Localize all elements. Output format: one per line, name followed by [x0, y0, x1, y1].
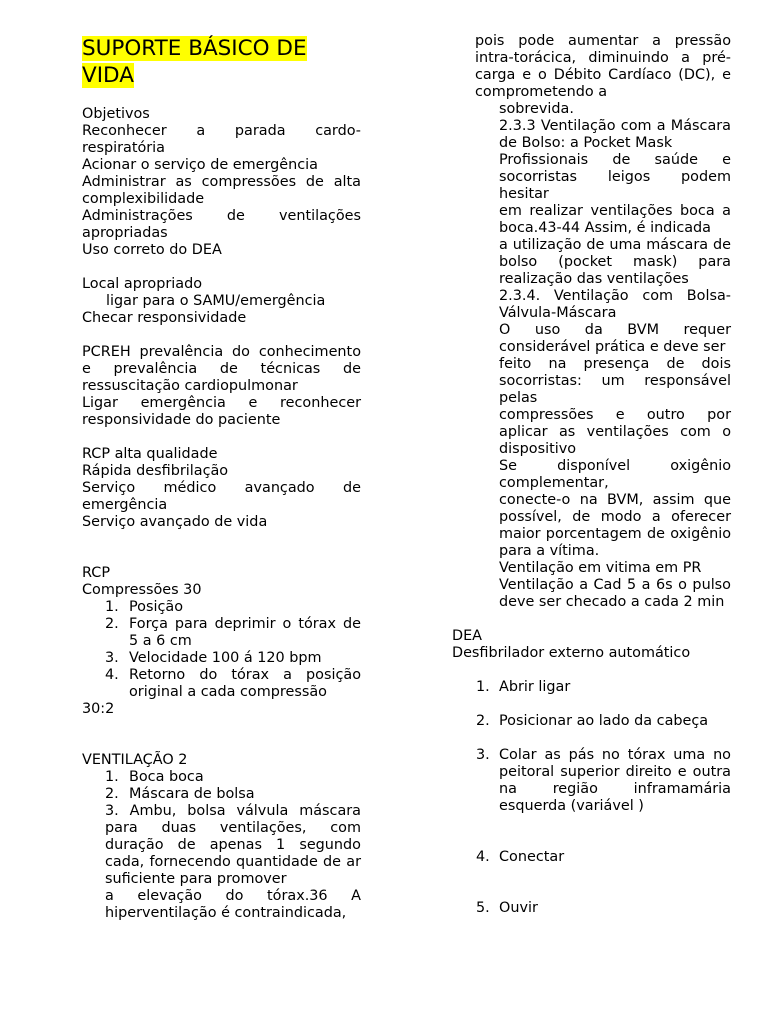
section-2-3-4-heading: 2.3.4. Ventilação com Bolsa-Válvula-Máscara [499, 288, 731, 321]
bvm-paragraph: feito na presença de dois socorristas: um responsável pelas [499, 356, 731, 406]
list-item: 4. Retorno do tórax a posição original a cada compressão [105, 667, 361, 700]
checar-line: Checar responsividade [82, 310, 247, 326]
list-item: 4. Conectar [476, 849, 565, 865]
ventilacao-list [82, 769, 361, 803]
pr-line: Ventilação em vitima em PR [499, 560, 702, 576]
right-column [452, 33, 731, 934]
dea-full-name: Desfibrilador externo automático [452, 645, 691, 661]
list-item: 1. Posição [105, 599, 183, 615]
dea-heading: DEA [452, 628, 483, 644]
continuation-paragraph: pois pode aumentar a pressão intra-torácica, diminuindo a pré-carga e o Débito Cardíaco (DC), e comprometendo a [475, 33, 731, 100]
document-title: SUPORTE BÁSICO DE VIDA [82, 36, 307, 88]
list-item: 2. Força para deprimir o tórax de 5 a 6 cm [105, 616, 361, 649]
ambu-paragraph-cont: a elevação do tórax.36 A hiperventilação é contraindicada, [105, 888, 361, 921]
ventilacao-heading: VENTILAÇÃO 2 [82, 752, 188, 768]
list-item: 1. Abrir ligar [476, 679, 571, 695]
rapida-line: Rápida desfibrilação [82, 463, 229, 479]
list-item: 2. Posicionar ao lado da cabeça [476, 713, 709, 729]
list-item: 5. Ouvir [476, 900, 538, 916]
sobrevida-line: sobrevida. [499, 101, 574, 117]
profissionais-paragraph: a utilização de uma máscara de bolso (pocket mask) para realização das ventilações [499, 237, 731, 287]
samu-line: ligar para o SAMU/emergência [106, 293, 326, 309]
cad-paragraph: Ventilação a Cad 5 a 6s o pulso deve ser checado a cada 2 min [499, 577, 731, 610]
oxigenio-paragraph: conecte-o na BVM, assim que possível, de modo a oferecer maior porcentagem de oxigênio para a vítima. [499, 492, 731, 559]
ligar-paragraph: Ligar emergência e reconhecer responsividade do paciente [82, 395, 361, 428]
compressoes-list [82, 599, 361, 701]
list-item: 3. Colar as pás no tórax uma no peitoral superior direito e outra na região inframamária esquerda (variável ) [476, 747, 731, 814]
bvm-paragraph: O uso da BVM requer considerável prática e deve ser [499, 322, 731, 355]
compressoes-heading: Compressões 30 [82, 582, 202, 598]
objetivo-item: Acionar o serviço de emergência [82, 157, 318, 173]
ambu-paragraph: 3. Ambu, bolsa válvula máscara para duas ventilações, com duração de apenas 1 segundo cada, fornecendo quantidade de ar suficiente para promover [105, 803, 361, 887]
servico-medico-line: Serviço médico avançado de emergência [82, 480, 361, 513]
left-column [82, 33, 361, 922]
list-item: 3. Velocidade 100 á 120 bpm [105, 650, 322, 666]
objetivo-item: Uso correto do DEA [82, 242, 222, 258]
objetivos-heading: Objetivos [82, 106, 150, 122]
pcreh-paragraph: PCREH prevalência do conhecimento e prevalência de técnicas de ressuscitação cardiopulmonar [82, 344, 361, 394]
objetivo-item: Administrações de ventilações apropriadas [82, 208, 361, 241]
title-block [82, 35, 361, 89]
profissionais-paragraph: Profissionais de saúde e socorristas leigos podem hesitar [499, 152, 731, 202]
profissionais-paragraph: em realizar ventilações boca a boca.43-44 Assim, é indicada [499, 203, 731, 236]
local-line: Local apropriado [82, 276, 203, 292]
objetivo-item: Reconhecer a parada cardo-respiratória [82, 123, 361, 156]
bvm-paragraph: compressões e outro por aplicar as ventilações com o dispositivo [499, 407, 731, 457]
section-2-3-3-heading: 2.3.3 Ventilação com a Máscara de Bolso: a Pocket Mask [499, 118, 731, 151]
oxigenio-paragraph: Se disponível oxigênio complementar, [499, 458, 731, 491]
servico-avancado-line: Serviço avançado de vida [82, 514, 268, 530]
dea-steps-list [452, 679, 731, 917]
list-item: 2. Máscara de bolsa [105, 786, 255, 802]
ratio-line: 30:2 [82, 701, 115, 717]
rcp-alta-line: RCP alta qualidade [82, 446, 218, 462]
list-item: 1. Boca boca [105, 769, 204, 785]
rcp-heading: RCP [82, 565, 111, 581]
objetivo-item: Administrar as compressões de alta complexibilidade [82, 174, 361, 207]
